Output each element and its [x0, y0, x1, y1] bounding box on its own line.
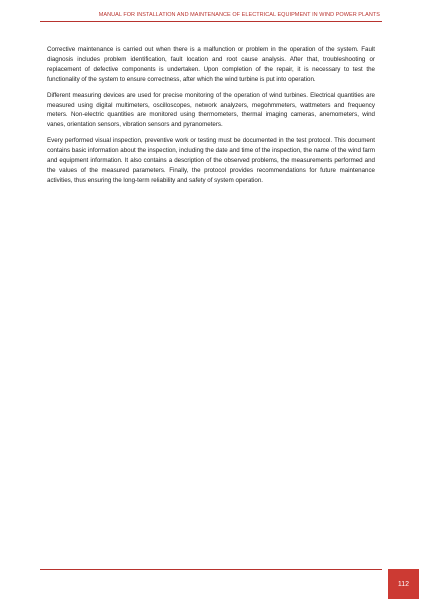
- footer-divider: [40, 569, 382, 570]
- paragraph-test-protocol: Every performed visual inspection, preventive work or testing must be documented in the test protocol. This document contains basic information about the inspection, including the date and time of the inspection, the name of the wind farm and equipment information. It also contains a description of the observed problems, the measurements performed and the values of the measured parameters. Finally, the protocol provides recommendations for future maintenance activities, thus ensuring the long-term reliability and safety of system operation.: [47, 137, 375, 184]
- page-number-badge: [388, 569, 419, 599]
- paragraph-measuring-devices: Different measuring devices are used for precise monitoring of the operation of wind turbines. Electrical quantities are measured using digital multimeters, oscilloscopes, network analyzers, megohmmeters, wattmeters and frequency meters. Non-electric quantities are monitored using thermometers, thermal imaging cameras, anemometers, wind vanes, orientation sensors, vibration sensors and pyranometers.: [47, 91, 375, 129]
- running-header: [40, 12, 382, 18]
- header-divider: [40, 21, 382, 22]
- page-body: [47, 45, 375, 192]
- running-header-title: MANUAL FOR INSTALLATION AND MAINTENANCE OF ELECTRICAL EQUIPMENT IN WIND POWER PLANTS: [98, 12, 380, 18]
- paragraph-corrective-maintenance: Corrective maintenance is carried out when there is a malfunction or problem in the operation of the system. Fault diagnosis includes problem identification, fault location and root cause analysis. After that, troubleshooting or replacement of defective components is undertaken. Upon completion of the repair, it is necessary to test the functionality of the system to ensure correctness, after which the wind turbine is put into operation.: [47, 46, 375, 83]
- page-number: 112: [397, 580, 410, 588]
